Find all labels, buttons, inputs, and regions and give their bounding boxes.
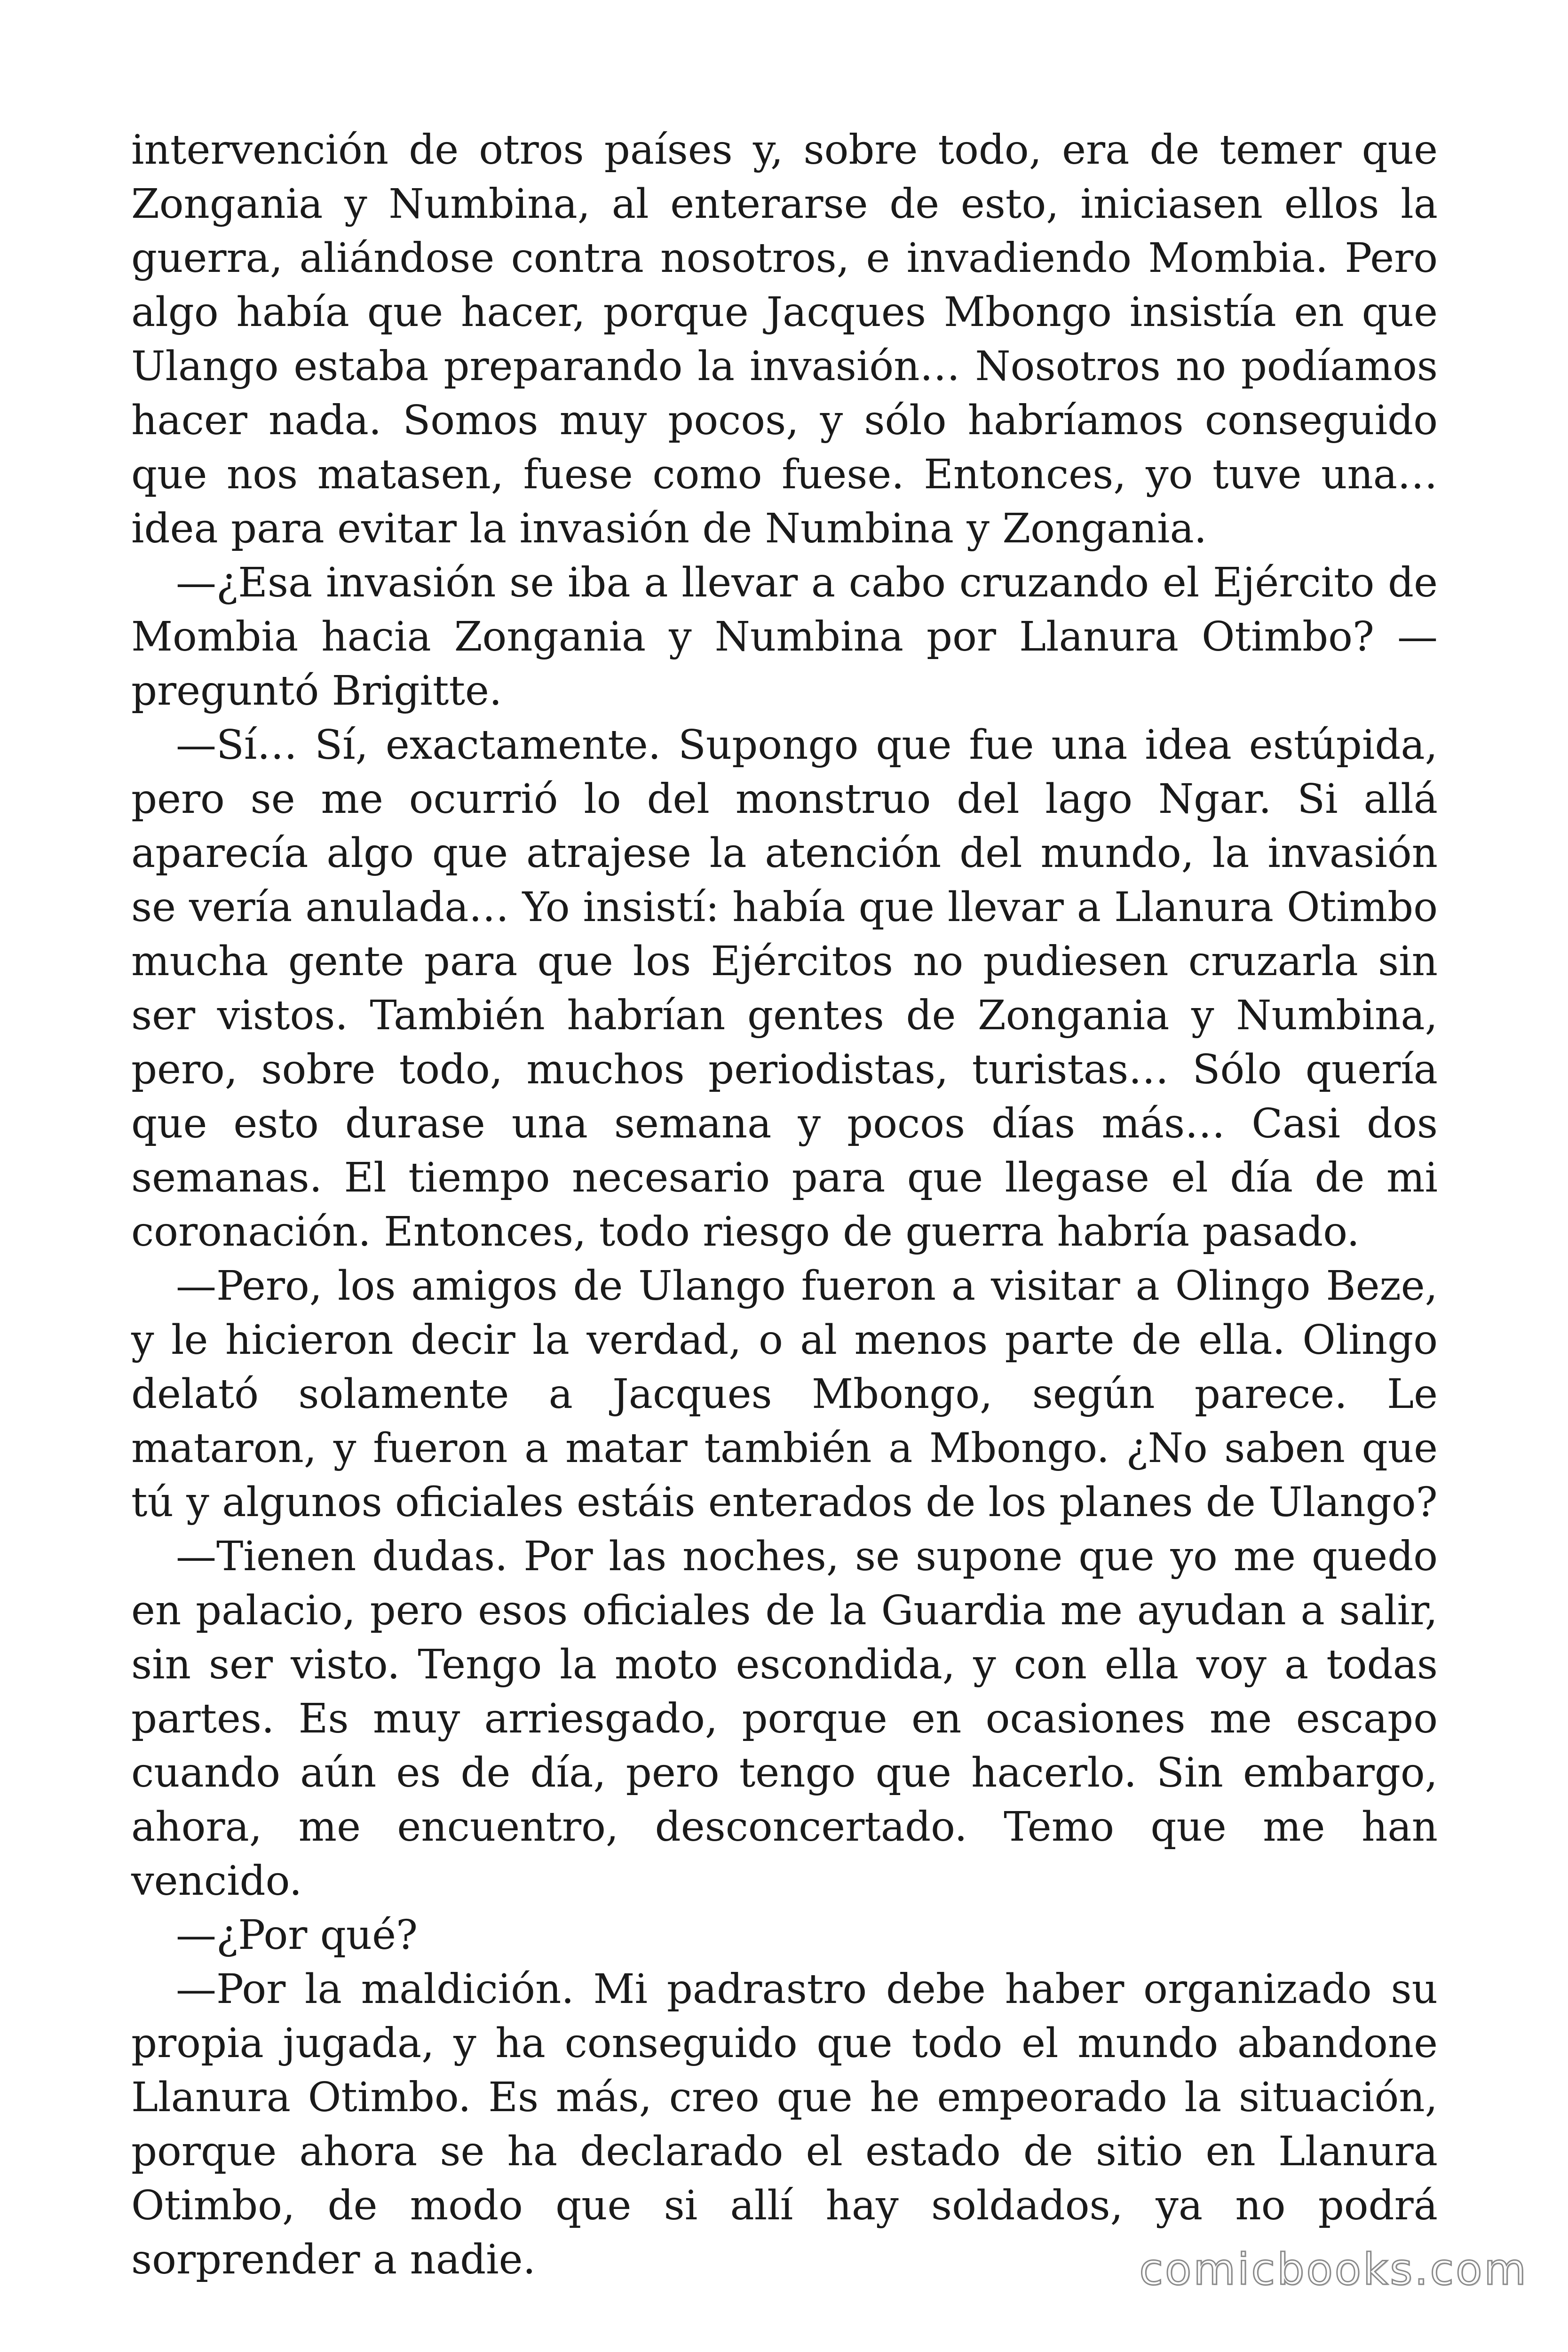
- paragraph: —Tienen dudas. Por las noches, se supone que yo me quedo en palacio, pero esos oficiales de la Guardia me ayudan a salir, sin ser visto. Tengo la moto escondida, y con ella voy a todas partes. Es muy arriesgado, porque en ocasiones me escapo cuando aún es de día, pero tengo que hacerlo. Sin embargo, ahora, me encuentro, desconcertado. Temo que me han vencido.: [131, 1533, 1438, 1905]
- paragraph: —¿Por qué?: [176, 1912, 418, 1959]
- paragraph: —Sí… Sí, exactamente. Supongo que fue una idea estúpida, pero se me ocurrió lo del monstruo del lago Ngar. Si allá aparecía algo que atrajese la atención del mundo, la invasión se vería anulada… Yo insistí: había que llevar a Llanura Otimbo mucha gente para que los Ejércitos no pudiesen cruzarla sin ser vistos. También habrían gentes de Zongania y Numbina, pero, sobre todo, muchos periodistas, turistas… Sólo quería que esto durase una semana y pocos días más… Casi dos semanas. El tiempo necesario para que llegase el día de mi coronación. Entonces, todo riesgo de guerra habría pasado.: [131, 722, 1438, 1255]
- paragraph: —¿Esa invasión se iba a llevar a cabo cruzando el Ejército de Mombia hacia Zongania y Numbina por Llanura Otimbo? —preguntó Brigitte.: [131, 559, 1438, 715]
- book-page: [131, 123, 1438, 2287]
- paragraph: —Por la maldición. Mi padrastro debe haber organizado su propia jugada, y ha conseguido que todo el mundo abandone Llanura Otimbo. Es más, creo que he empeorado la situación, porque ahora se ha declarado el estado de sitio en Llanura Otimbo, de modo que si allí hay soldados, ya no podrá sorprender a nadie.: [131, 1966, 1438, 2283]
- paragraph: —Pero, los amigos de Ulango fueron a visitar a Olingo Beze, y le hicieron decir la verdad, o al menos parte de ella. Olingo delató solamente a Jacques Mbongo, según parece. Le mataron, y fueron a matar también a Mbongo. ¿No saben que tú y algunos oficiales estáis enterados de los planes de Ulango?: [131, 1263, 1438, 1526]
- paragraph: intervención de otros países y, sobre todo, era de temer que Zongania y Numbina, al enterarse de esto, iniciasen ellos la guerra, aliándose contra nosotros, e invadiendo Mombia. Pero algo había que hacer, porque Jacques Mbongo insistía en que Ulango estaba preparando la invasión… Nosotros no podíamos hacer nada. Somos muy pocos, y sólo habríamos conseguido que nos matasen, fuese como fuese. Entonces, yo tuve una… idea para evitar la invasión de Numbina y Zongania.: [131, 127, 1438, 552]
- watermark: comicbooks.com: [1139, 2244, 1528, 2295]
